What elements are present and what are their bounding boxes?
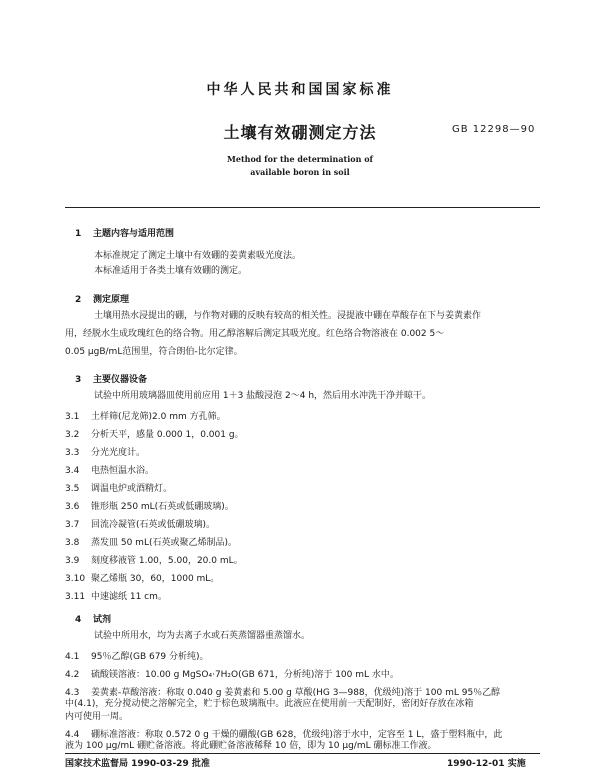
item-number: 3.7 <box>65 520 80 530</box>
section-1-heading <box>75 226 174 239</box>
item-text: 硼标准溶液：称取 0.572 0 g 干燥的硼酸(GB 628，优级纯)溶于水中，定容至 1 L，盛于塑料瓶中，此 <box>91 730 503 740</box>
paragraph: 本标准适用于各类土壤有效硼的测定。 <box>94 266 248 276</box>
item-text: 土样筛(尼龙筛)2.0 mm 方孔筛。 <box>91 412 226 422</box>
item-text: 姜黄素-草酸溶液：称取 0.040 g 姜黄素和 5.00 g 草酸(HG 3—988，优级纯)溶于 100 mL 95％乙醇 <box>91 688 501 698</box>
item-number: 3.4 <box>65 466 80 476</box>
page-title: 土壤有效硼测定方法 <box>223 123 377 142</box>
item-number: 3.11 <box>65 592 86 602</box>
item-number: 4.3 <box>65 688 80 698</box>
section-number: 1 <box>75 229 82 239</box>
english-title-line-2: available boron in soil <box>250 167 350 177</box>
item-number: 3.6 <box>65 502 80 512</box>
list-item <box>65 553 243 566</box>
item-text: 分光光度计。 <box>91 448 146 458</box>
item-text: 回流冷凝管(石英或低硼玻璃)。 <box>91 520 216 530</box>
section-3-heading <box>75 372 147 385</box>
section-title: 试剂 <box>93 615 112 625</box>
list-item <box>65 589 167 602</box>
item-text: 电热恒温水浴。 <box>91 466 155 476</box>
section-number: 4 <box>75 615 82 625</box>
list-item <box>65 667 399 680</box>
paragraph: 试验中所用玻璃器皿使用前应用 1＋3 盐酸浸泡 2～4 h，然后用水冲洗干净并晾干。 <box>94 391 432 401</box>
item-text: 95％乙醇(GB 679 分析纯)。 <box>91 652 209 662</box>
item-number: 3.5 <box>65 484 80 494</box>
item-text: 中速滤纸 11 cm。 <box>91 592 167 602</box>
item-text: 刻度移液管 1.00，5.00，20.0 mL。 <box>91 556 243 566</box>
list-item <box>65 445 145 458</box>
item-text: 蒸发皿 50 mL(石英或聚乙烯制品)。 <box>91 538 237 548</box>
item-text: 聚乙烯瓶 30，60，1000 mL。 <box>91 574 220 584</box>
section-2-heading <box>75 292 129 305</box>
item-number: 3.8 <box>65 538 80 548</box>
paragraph: 内可使用一周。 <box>65 712 129 722</box>
item-number: 4.2 <box>65 670 80 680</box>
list-item <box>65 463 154 476</box>
paragraph: 0.05 μgB/mL范围里，符合朗伯-比尔定律。 <box>65 347 243 357</box>
paragraph: 中(4.1)，充分搅动使之溶解完全，贮于棕色玻璃瓶中。此液应在使用前一天配制好，密闭好存放在冰箱 <box>65 699 474 709</box>
item-text: 硫酸镁溶液：10.00 g MgSO₄·7H₂O(GB 671，分析纯)溶于 100 mL 水中。 <box>91 670 399 680</box>
list-item <box>65 535 237 548</box>
effective-date: 1990-12-01 实施 <box>447 759 526 769</box>
item-number: 4.4 <box>65 730 80 740</box>
paragraph: 液为 100 μg/mL 硼贮备溶液。将此硼贮备溶液稀释 10 倍，即为 10 μg/mL 硼标准工作液。 <box>65 741 437 751</box>
section-title: 测定原理 <box>93 295 130 305</box>
list-item <box>65 571 219 584</box>
item-number: 4.1 <box>65 652 80 662</box>
document-header: 中华人民共和国国家标准 <box>206 82 394 98</box>
item-text: 调温电炉或酒精灯。 <box>91 484 173 494</box>
paragraph: 用，经脱水生成玫瑰红色的络合物。用乙醇溶解后测定其吸光度。红色络合物溶液在 0.002 5～ <box>65 329 445 339</box>
section-number: 2 <box>75 295 82 305</box>
item-number: 3.2 <box>65 430 80 440</box>
paragraph: 试验中所用水，均为去离子水或石英蒸馏器重蒸馏水。 <box>94 631 311 641</box>
approval-date: 国家技术监督局 1990-03-29 批准 <box>65 759 210 769</box>
section-title: 主要仪器设备 <box>93 375 148 385</box>
item-text: 分析天平，感量 0.000 1，0.001 g。 <box>91 430 244 440</box>
section-4-heading <box>75 612 111 625</box>
footer-divider <box>65 753 540 754</box>
item-number: 3.10 <box>65 574 86 584</box>
paragraph: 土壤用热水浸提出的硼，与作物对硼的反映有较高的相关性。浸提液中硼在草酸存在下与姜黄素作 <box>94 311 482 321</box>
list-item <box>65 427 244 440</box>
item-number: 3.9 <box>65 556 80 566</box>
english-title-line-1: Method for the determination of <box>227 154 373 164</box>
list-item <box>65 727 502 740</box>
list-item <box>65 481 172 494</box>
list-item <box>65 649 209 662</box>
top-divider <box>65 207 540 208</box>
item-text: 锥形瓶 250 mL(石英或低硼玻璃)。 <box>91 502 234 512</box>
section-title: 主题内容与适用范围 <box>93 229 175 239</box>
paragraph: 本标准规定了测定土壤中有效硼的姜黄素吸光度法。 <box>94 251 302 261</box>
item-number: 3.1 <box>65 412 80 422</box>
list-item <box>65 409 226 422</box>
list-item <box>65 517 215 530</box>
item-number: 3.3 <box>65 448 80 458</box>
list-item <box>65 499 234 512</box>
standard-code: GB 12298—90 <box>452 124 536 135</box>
section-number: 3 <box>75 375 82 385</box>
list-item <box>65 685 500 698</box>
